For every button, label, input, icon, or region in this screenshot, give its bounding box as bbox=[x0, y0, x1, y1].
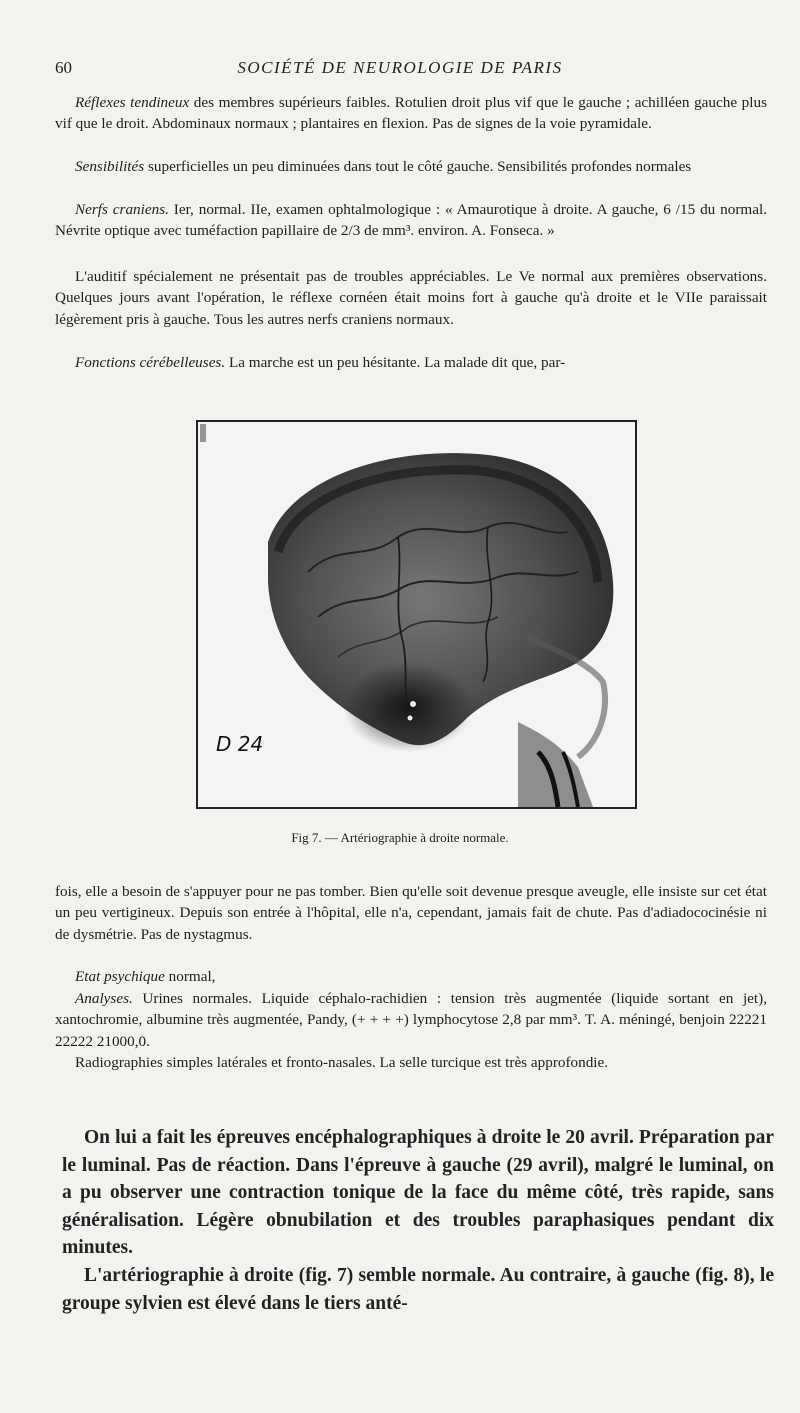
xray-image bbox=[198, 422, 635, 807]
paragraph-text: On lui a fait les épreuves encéphalographiques à droite le 20 avril. Préparation par le luminal. Pas de réaction. Dans l'épreuve à gauche (29 avril), malgré le luminal, on a pu observer une contraction tonique de la face du même côté, très rapide, sans généralisation. Légère obnubilation et des troubles paraphasiques pendant dix minutes. bbox=[62, 1127, 774, 1258]
paragraph-text: fois, elle a besoin de s'appuyer pour ne pas tomber. Bien qu'elle soit devenue presque aveugle, elle insiste sur cet état un peu vertigineux. Depuis son entrée à l'hôpital, elle n'a, cependant, jamais fait de chute. Pas d'adiadococinésie ni de dysmétrie. Pas de nystagmus. bbox=[55, 883, 767, 943]
paragraph-text: L'auditif spécialement ne présentait pas de troubles appréciables. Le Ve normal aux premières observations. Quelques jours avant l'opération, le réflexe cornéen était moins fort à gauche qu'à droite et le VIIe paraissait légèrement pris à gauche. Tous les autres nerfs craniens normaux. bbox=[55, 268, 767, 328]
paragraph-text: superficielles un peu diminuées dans tout le côté gauche. Sensibilités profondes normales bbox=[144, 158, 692, 175]
paragraph-epreuves bbox=[62, 1124, 774, 1262]
figure-arteriography bbox=[196, 420, 637, 809]
paragraph-label: Fonctions cérébelleuses. bbox=[75, 354, 226, 371]
paragraph-auditif bbox=[55, 266, 767, 330]
running-head: SOCIÉTÉ DE NEUROLOGIE DE PARIS bbox=[237, 58, 563, 77]
page-header bbox=[55, 58, 600, 82]
paragraph-sensibilites bbox=[55, 156, 767, 177]
paragraph-label: Nerfs craniens. bbox=[75, 201, 169, 218]
paragraph-text: des membres supérieurs faibles. Rotulien droit plus vif que le gauche ; achilléen gauche plus vif que le droit. Abdominaux normaux ; plantaires en flexion. Pas de signes de la voie pyramidale. bbox=[55, 94, 767, 133]
paragraph-text: Ier, normal. IIe, examen ophtalmologique : « Amaurotique à droite. A gauche, 6 /15 du normal. Névrite optique avec tuméfaction papillaire de 2/3 de mm³. environ. A. Fonseca. » bbox=[55, 201, 767, 240]
page-number: 60 bbox=[55, 58, 72, 77]
paragraph-etat-psychique bbox=[55, 966, 767, 987]
paragraph-fonctions-cerebelleuses bbox=[55, 352, 767, 373]
paragraph-label: Sensibilités bbox=[75, 158, 145, 175]
paragraph-label: Réflexes tendineux bbox=[75, 94, 190, 111]
paragraph-nerfs-craniens bbox=[55, 199, 767, 242]
paragraph-text: normal, bbox=[164, 968, 216, 985]
paragraph-text: Urines normales. Liquide céphalo-rachidien : tension très augmentée (liquide sortant en jet), xantochromie, albumine très augmentée, Pandy, (+ + + +) lymphocytose 2,8 par mm³. T. A. méningé, benjoin 22221 22222 21000,0. bbox=[55, 990, 767, 1050]
paragraph-text: La marche est un peu hésitante. La malade dit que, par- bbox=[225, 354, 566, 371]
paragraph-label: Etat psychique bbox=[75, 968, 165, 985]
figure-caption: Fig 7. — Artériographie à droite normale. bbox=[291, 830, 509, 845]
paragraph-continuation bbox=[55, 881, 767, 945]
handwritten-label: D 24 bbox=[216, 732, 264, 756]
paragraph-analyses bbox=[55, 988, 767, 1052]
paragraph-radiographies bbox=[55, 1052, 767, 1073]
paragraph-reflexes bbox=[55, 92, 767, 135]
paragraph-arteriographie bbox=[62, 1262, 774, 1317]
paragraph-text: L'artériographie à droite (fig. 7) semble normale. Au contraire, à gauche (fig. 8), le groupe sylvien est élevé dans le tiers anté- bbox=[62, 1265, 774, 1314]
paragraph-label: Analyses. bbox=[75, 990, 133, 1007]
paragraph-text: Radiographies simples latérales et fronto-nasales. La selle turcique est très approfondie. bbox=[75, 1054, 609, 1071]
